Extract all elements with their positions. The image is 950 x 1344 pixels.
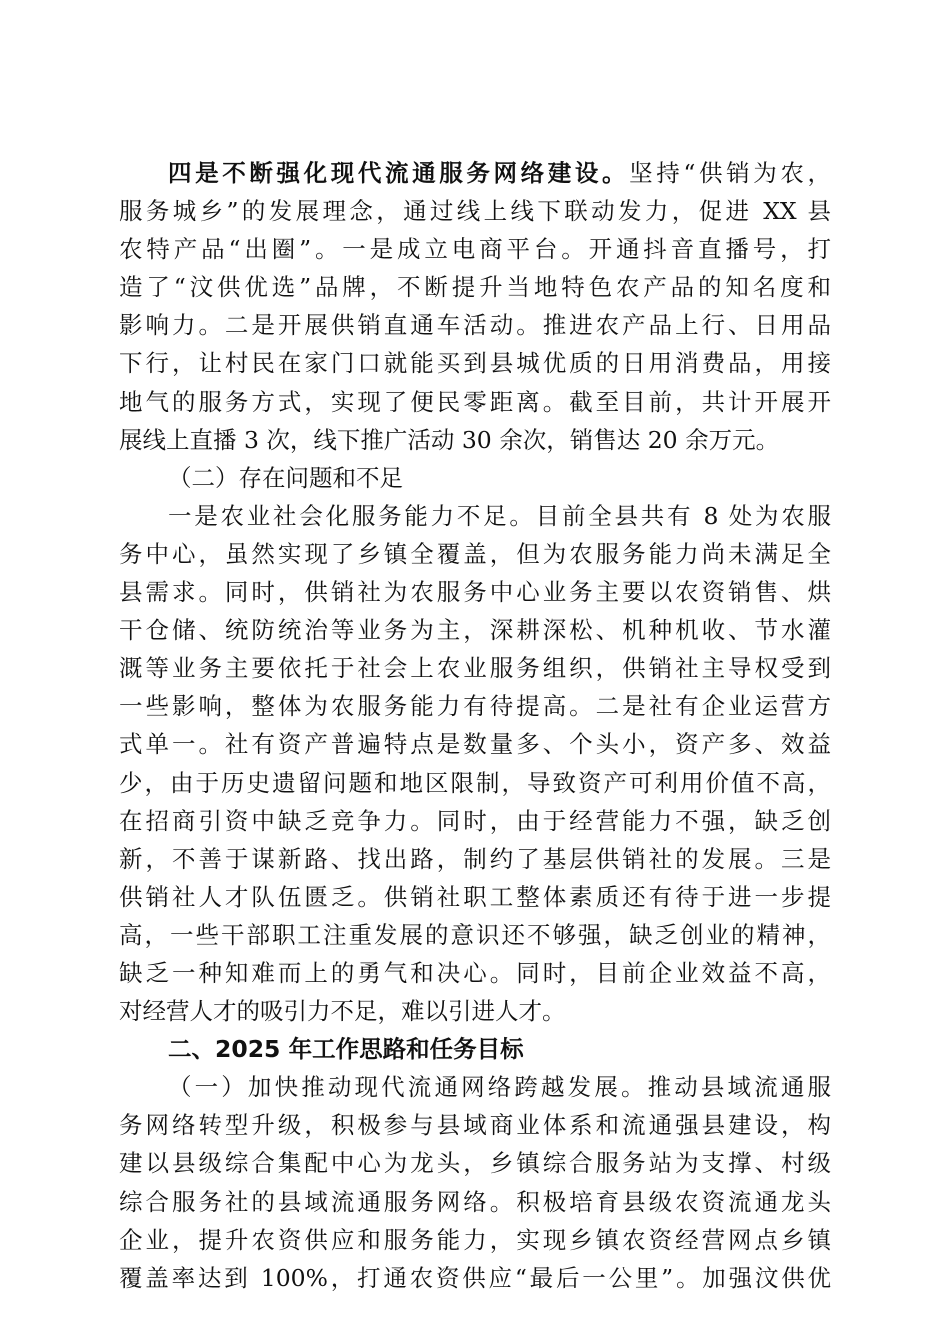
paragraph-line: 农特产品“出圈”。一是成立电商平台。开通抖音直播号，打	[119, 235, 831, 264]
paragraph-line: 供销社人才队伍匮乏。供销社职工整体素质还有待于进一步提	[119, 882, 831, 911]
paragraph-line: 务网络转型升级，积极参与县域商业体系和流通强县建设，构	[119, 1111, 831, 1140]
paragraph-line: 溉等业务主要依托于社会上农业服务组织，供销社主导权受到	[119, 654, 831, 683]
paragraph-line: 造了“汶供优选”品牌，不断提升当地特色农产品的知名度和	[119, 273, 831, 302]
section-subheading: （二）存在问题和不足	[168, 463, 403, 492]
paragraph-line: 一些影响，整体为农服务能力有待提高。二是社有企业运营方	[119, 692, 831, 721]
paragraph-line: 新，不善于谋新路、找出路，制约了基层供销社的发展。三是	[119, 844, 831, 873]
paragraph-line: 式单一。社有资产普遍特点是数量多、个头小，资产多、效益	[119, 730, 831, 759]
paragraph-line: 综合服务社的县域流通服务网络。积极培育县级农资流通龙头	[119, 1187, 831, 1216]
paragraph-line: 高，一些干部职工注重发展的意识还不够强，缺乏创业的精神，	[119, 920, 831, 949]
paragraph-line: 少，由于历史遗留问题和地区限制，导致资产可利用价值不高，	[119, 768, 831, 797]
paragraph-line: 下行，让村民在家门口就能买到县城优质的日用消费品，用接	[119, 349, 831, 378]
paragraph-line: 四是不断强化现代流通服务网络建设。坚持“供销为农，	[168, 159, 832, 187]
paragraph-line: 企业，提升农资供应和服务能力，实现乡镇农资经营网点乡镇	[119, 1225, 831, 1254]
paragraph-line: 务中心，虽然实现了乡镇全覆盖，但为农服务能力尚未满足全	[119, 539, 831, 568]
paragraph-line: 在招商引资中缺乏竞争力。同时，由于经营能力不强，缺乏创	[119, 806, 831, 835]
paragraph-line: 地气的服务方式，实现了便民零距离。截至目前，共计开展开	[119, 387, 831, 416]
paragraph-line: 覆盖率达到 100%，打通农资供应“最后一公里”。加强汶供优	[119, 1263, 831, 1292]
paragraph-line: 县需求。同时，供销社为农服务中心业务主要以农资销售、烘	[119, 578, 831, 607]
section-heading: 二、2025 年工作思路和任务目标	[168, 1035, 524, 1064]
paragraph-line: 对经营人才的吸引力不足，难以引进人才。	[119, 997, 566, 1026]
paragraph-line: 展线上直播 3 次，线下推广活动 30 余次，销售达 20 余万元。	[119, 425, 780, 454]
paragraph-line: 缺乏一种知难而上的勇气和决心。同时，目前企业效益不高，	[119, 958, 831, 987]
bold-lead: 四是不断强化现代流通服务网络建设。	[168, 159, 630, 187]
paragraph-line: 一是农业社会化服务能力不足。目前全县共有 8 处为农服	[168, 501, 831, 530]
document-body	[119, 154, 831, 1297]
paragraph-line: （一）加快推动现代流通网络跨越发展。推动县域流通服	[168, 1073, 831, 1102]
paragraph-line: 影响力。二是开展供销直通车活动。推进农产品上行、日用品	[119, 311, 831, 340]
paragraph-line: 建以县级综合集配中心为龙头，乡镇综合服务站为支撑、村级	[119, 1149, 831, 1178]
paragraph-line: 干仓储、统防统治等业务为主，深耕深松、机种机收、节水灌	[119, 616, 831, 645]
paragraph-line: 服务城乡”的发展理念，通过线上线下联动发力，促进 XX 县	[119, 197, 831, 226]
